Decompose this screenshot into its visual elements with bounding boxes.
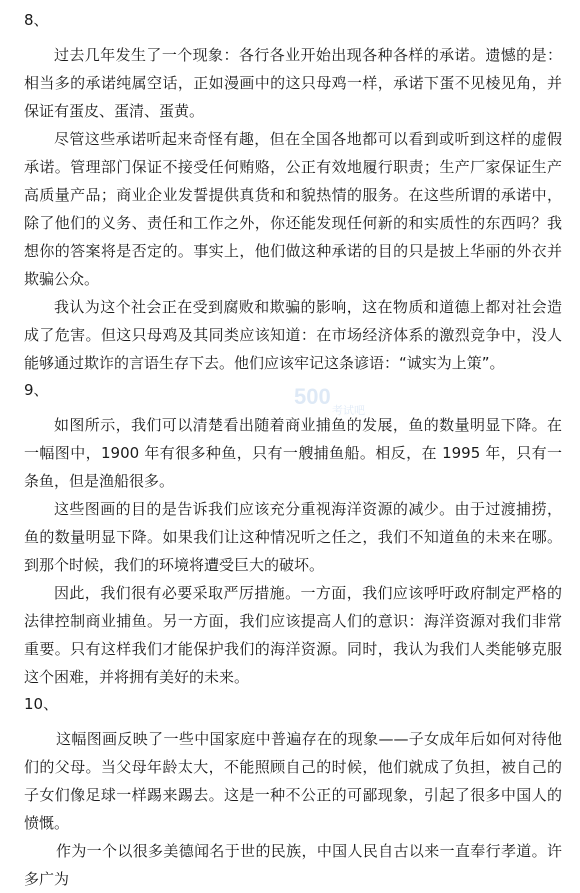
watermark-text: 考试吧 — [332, 404, 365, 417]
paragraph: 过去几年发生了一个现象：各行各业开始出现各种各样的承诺。遗憾的是：相当多的承诺纯属空话，正如漫画中的这只母鸡一样，承诺下蛋不见棱见角，并保证有蛋皮、蛋清、蛋黄。 — [24, 46, 562, 120]
section-number: 9、 — [24, 381, 49, 399]
section-number: 8、 — [24, 11, 49, 29]
paragraph: 这幅图画反映了一些中国家庭中普遍存在的现象——子女成年后如何对待他们的父母。当父母年龄太大，不能照顾自己的时候，他们就成了负担，被自己的子女们像足球一样踢来踢去。这是一种不公正的可鄙现象，引起了很多中国人的愤慨。 — [24, 730, 562, 832]
paragraph: 作为一个以很多美德闻名于世的民族，中国人民自古以来一直奉行孝道。许多广为 — [24, 842, 562, 888]
paragraph: 如图所示，我们可以清楚看出随着商业捕鱼的发展，鱼的数量明显下降。在一幅图中，1900 年有很多种鱼，只有一艘捕鱼船。相反，在 1995 年，只有一条鱼，但是渔船很多。 — [24, 416, 562, 490]
section-number: 10、 — [24, 695, 59, 713]
paragraph: 这些图画的目的是告诉我们应该充分重视海洋资源的减少。由于过渡捕捞，鱼的数量明显下降。如果我们让这种情况听之任之，我们不知道鱼的未来在哪。到那个时候，我们的环境将遭受巨大的破坏。 — [24, 500, 562, 574]
essay-section-8 — [24, 10, 562, 377]
watermark-number: 500 — [294, 384, 331, 409]
paragraph: 因此，我们很有必要采取严厉措施。一方面，我们应该呼吁政府制定严格的法律控制商业捕鱼。另一方面，我们应该提高人们的意识：海洋资源对我们非常重要。只有这样我们才能保护我们的海洋资源。同时，我认为我们人类能够克服这个困难，并将拥有美好的未来。 — [24, 584, 562, 686]
paragraph: 我认为这个社会正在受到腐败和欺骗的影响，这在物质和道德上都对社会造成了危害。但这只母鸡及其同类应该知道：在市场经济体系的激烈竞争中，没人能够通过欺诈的言语生存下去。他们应该牢记这条谚语：“诚实为上策”。 — [24, 298, 562, 372]
watermark-logo — [292, 380, 372, 420]
essay-section-10 — [24, 694, 562, 893]
essay-section-9 — [24, 380, 562, 691]
paragraph: 尽管这些承诺听起来奇怪有趣，但在全国各地都可以看到或听到这样的虚假承诺。管理部门保证不接受任何贿赂，公正有效地履行职责；生产厂家保证生产高质量产品；商业企业发誓提供真货和和貌热情的服务。在这些所谓的承诺中，除了他们的义务、责任和工作之外，你还能发现任何新的和实质性的东西吗？我想你的答案将是否定的。事实上，他们做这种承诺的目的只是披上华丽的外衣并欺骗公众。 — [24, 130, 562, 288]
